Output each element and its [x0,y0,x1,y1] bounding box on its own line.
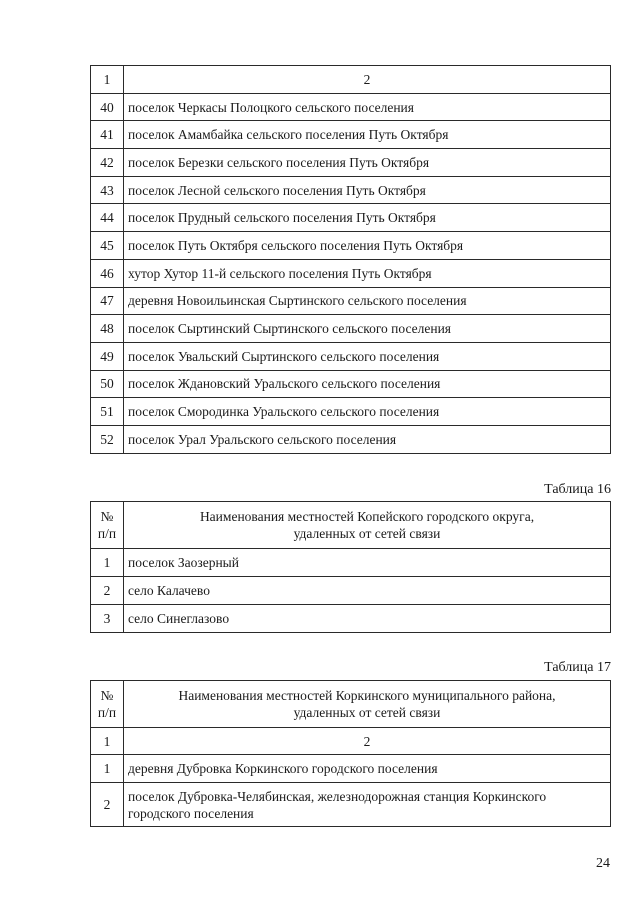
row-number: 49 [91,342,124,370]
header-title-line2: удаленных от сетей связи [293,705,441,720]
row-name: поселок Путь Октября сельского поселения Путь Октября [124,232,611,260]
column-name-header [124,681,611,728]
table-17-caption: Таблица 17 [544,660,611,675]
row-number: 45 [91,232,124,260]
row-name: поселок Березки сельского поселения Путь Октября [124,149,611,177]
row-number: 2 [91,783,124,827]
page-number: 24 [596,856,610,871]
row-name: деревня Дубровка Коркинского городского поселения [124,755,611,783]
row-name-line2: городского поселения [128,805,254,821]
row-name: поселок Заозерный [124,549,611,577]
table-row [91,605,611,633]
table-row [91,232,611,260]
row-number: 3 [91,605,124,633]
table-subheader-row [91,728,611,755]
row-number: 43 [91,176,124,204]
column-number-header [91,681,124,728]
row-name: поселок Ждановский Уральского сельского поселения [124,370,611,398]
table-header-row [91,502,611,549]
table-row [91,287,611,315]
row-number: 52 [91,425,124,453]
row-name: поселок Увальский Сыртинского сельского поселения [124,342,611,370]
header-title-line2: удаленных от сетей связи [293,526,441,541]
row-number: 46 [91,259,124,287]
table-16 [90,501,611,633]
table-row [91,315,611,343]
row-number: 51 [91,398,124,426]
table-row [91,425,611,453]
row-number: 44 [91,204,124,232]
table-17 [90,680,611,827]
column-number-index: 1 [91,728,124,755]
row-name [124,783,611,827]
row-name-line1: поселок Дубровка-Челябинская, железнодорожная станция Коркинского [128,788,547,804]
table-row [91,121,611,149]
number-abbrev: п/п [97,705,117,720]
table-header-row [91,681,611,728]
number-sign: № [100,509,114,524]
row-number: 47 [91,287,124,315]
row-name: хутор Хутор 11-й сельского поселения Путь Октября [124,259,611,287]
row-name: поселок Черкасы Полоцкого сельского поселения [124,93,611,121]
row-number: 2 [91,577,124,605]
column-number-header: 1 [91,66,124,94]
table-row [91,259,611,287]
row-number: 48 [91,315,124,343]
row-number: 41 [91,121,124,149]
row-name: поселок Смородинка Уральского сельского поселения [124,398,611,426]
table-row [91,176,611,204]
row-number: 1 [91,549,124,577]
table-row [91,93,611,121]
row-name: поселок Сыртинский Сыртинского сельского поселения [124,315,611,343]
column-name-header: 2 [124,66,611,94]
table-row [91,755,611,783]
table-row [91,783,611,827]
row-name: село Синеглазово [124,605,611,633]
row-number: 1 [91,755,124,783]
column-name-header [124,502,611,549]
header-title-line1: Наименования местностей Коркинского муниципального района, [178,688,556,703]
table-row [91,204,611,232]
row-number: 40 [91,93,124,121]
table-row [91,370,611,398]
row-name: поселок Прудный сельского поселения Путь Октября [124,204,611,232]
table-row [91,149,611,177]
column-number-header [91,502,124,549]
table-row [91,549,611,577]
number-sign: № [100,688,114,703]
table-row [91,398,611,426]
column-name-index: 2 [124,728,611,755]
table-row [91,577,611,605]
row-name: поселок Урал Уральского сельского поселения [124,425,611,453]
row-name: поселок Амамбайка сельского поселения Путь Октября [124,121,611,149]
row-number: 50 [91,370,124,398]
number-abbrev: п/п [97,526,117,541]
table-16-caption: Таблица 16 [544,482,611,497]
table-row [91,342,611,370]
settlements-table-continued [90,65,611,454]
row-name: деревня Новоильинская Сыртинского сельского поселения [124,287,611,315]
header-title-line1: Наименования местностей Копейского городского округа, [199,509,535,524]
row-name: поселок Лесной сельского поселения Путь Октября [124,176,611,204]
row-name: село Калачево [124,577,611,605]
table-header-row [91,66,611,94]
row-number: 42 [91,149,124,177]
